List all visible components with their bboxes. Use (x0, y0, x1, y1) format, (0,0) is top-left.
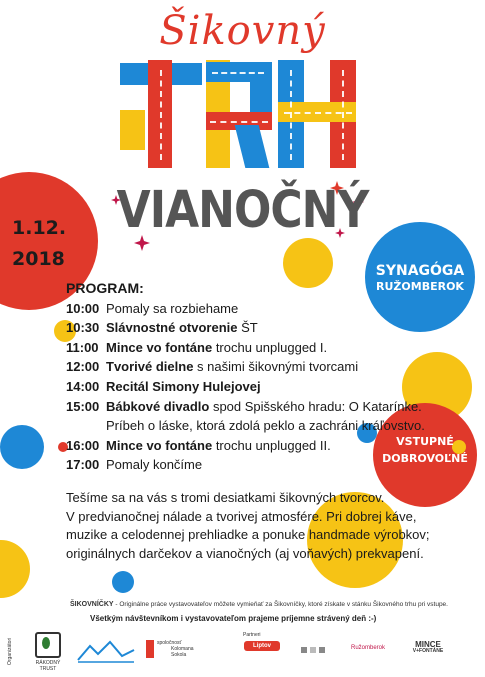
program-item (66, 299, 466, 319)
program-text: spod Spišského hradu: O Katarínke. (212, 398, 422, 414)
logo6-line: MINCE (415, 640, 441, 649)
closing-line: muzike a celodennej prehliadke a ponuke handmade výrobkov; (66, 527, 430, 542)
program-item (66, 436, 466, 456)
closing-line: originálnych darčekov a vianočných (aj voňavých) prekvapení. (66, 545, 424, 561)
program-bold: Tvorivé dielne (106, 359, 194, 375)
program-time: 10:30 (66, 320, 100, 336)
partners-label: Partneri (243, 632, 261, 638)
program-bold: Bábkové divadlo (106, 398, 210, 414)
entry-line2: DOBROVOĽNÉ (382, 452, 468, 465)
program-text: Príbeh o láske, ktorá zdolá peklo a zachráni kráľovstvo. (106, 418, 425, 434)
logo-liptov-badge: Liptov (244, 641, 280, 651)
logo-mince-vo-fontane (408, 641, 448, 655)
event-date-day: 1.12. (12, 217, 67, 239)
blue-circle-bottom (112, 571, 134, 593)
entry-line1: VSTUPNÉ (396, 435, 454, 448)
closing-line: V predvianočnej nálade a tvorivej atmosfére. Pri dobrej káve, (66, 508, 417, 524)
letter-t-yellow (120, 110, 145, 150)
logo-spolocnost-kolomana-sokola (146, 640, 202, 658)
closing-line: Tešíme sa na vás s tromi desiatkami šikovných tvorcov. (66, 490, 385, 505)
program-list (66, 279, 466, 475)
program-heading: PROGRAM: (66, 280, 144, 296)
program-text: Pomaly sa rozbiehame (106, 300, 239, 316)
program-item (66, 377, 466, 397)
program-bold: Mince vo fontáne (106, 437, 213, 453)
program-text: ŠT (241, 320, 258, 336)
program-time: 16:00 (66, 437, 100, 453)
venue-line1: SYNAGÓGA (375, 263, 465, 279)
closing-paragraph (66, 489, 476, 563)
stitch-line (284, 112, 352, 114)
stitch-line (212, 72, 264, 74)
program-text: Pomaly končíme (106, 457, 203, 473)
program-item (66, 318, 466, 338)
title-trh (0, 0, 485, 200)
footer-note (70, 601, 470, 608)
event-date (12, 213, 82, 275)
program-bold: Slávnostné otvorenie (106, 320, 238, 336)
logo-rakodny-trust-text: RÁKODNÝ TRUST (35, 660, 61, 672)
program-time: 14:00 (66, 378, 100, 394)
logo3-line: Kolomana (171, 646, 194, 652)
logo6-line: V+FONTÁNE (412, 648, 444, 654)
program-text: trochu unplugged II. (215, 437, 331, 453)
footer-note-bold: ŠIKOVNÍČKY (70, 601, 114, 608)
stitch-line (210, 121, 268, 123)
program-text: trochu unplugged I. (215, 339, 328, 355)
logo3-line: Sokola (171, 652, 187, 658)
logo-rakodny-trust (30, 632, 66, 672)
program-time: 11:00 (66, 339, 99, 355)
program-time: 15:00 (66, 398, 100, 414)
program-text: s našimi šikovnými tvorcami (197, 359, 359, 375)
stitch-line (290, 70, 293, 160)
stitch-line (342, 70, 345, 160)
program-item (66, 338, 466, 358)
program-time: 10:00 (66, 300, 100, 316)
program-item (66, 397, 466, 417)
program-item (66, 357, 466, 377)
blue-circle-left-mid (0, 425, 44, 469)
title-sikovny: Šikovný (159, 8, 326, 54)
title-vianocny: VIANOČNÝ (116, 181, 369, 240)
program-item-continued (66, 416, 466, 436)
stitch-line (160, 70, 163, 160)
logo-mountains-icon (76, 638, 136, 664)
program-bold: Mince vo fontáne (106, 339, 213, 355)
yellow-circle-left-bottom (0, 540, 30, 598)
event-date-year: 2018 (12, 248, 65, 270)
logo-mark-icon (35, 632, 61, 658)
footer-wish: Všetkým návštevníkom i vystavovateľom prajeme príjemne strávený deň :-) (90, 614, 377, 623)
organizers-label: Organizátori (7, 637, 13, 665)
logo-ruzomberok: Ružomberok (350, 645, 385, 651)
logo-small-mark-icon (300, 643, 326, 657)
program-bold: Recitál Simony Hulejovej (106, 378, 261, 394)
program-time: 12:00 (66, 359, 100, 375)
logo-s-icon (146, 640, 154, 658)
venue-line2: RUŽOMBEROK (376, 280, 464, 293)
footer-note-text: - Originálne práce vystavovateľov môžete vymieňať za Šikovníčky, ktoré získate v stánku Šikovného trhu pri vstupe. (113, 601, 448, 608)
logo-liptov (244, 641, 280, 651)
logo3-line: spoločnosť (157, 640, 182, 646)
program-item (66, 455, 466, 475)
program-time: 17:00 (66, 457, 100, 473)
letter-r-leg (235, 125, 270, 168)
